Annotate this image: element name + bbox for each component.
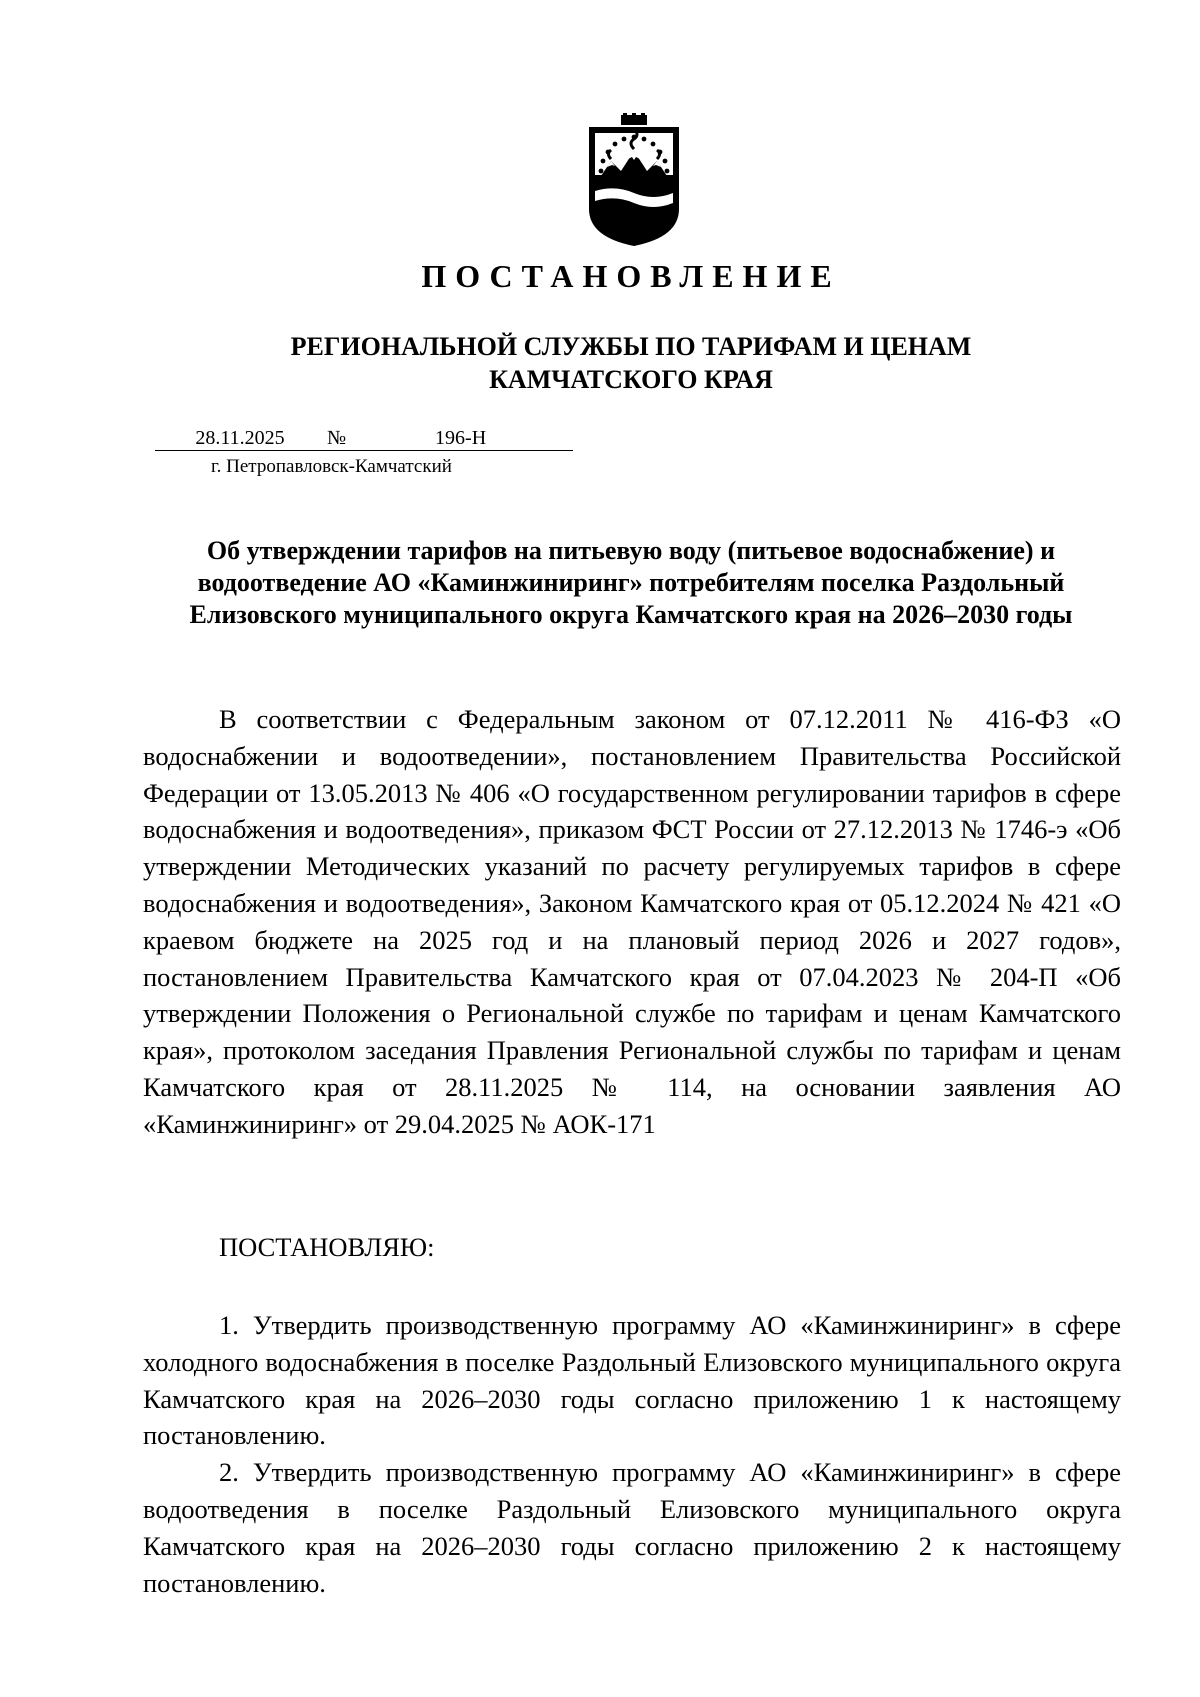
- resolution-item-2: 2. Утвердить производственную программу АО «Каминжиниринг» в сфере водоотведения в поселке Раздольный Елизовского муниципального округа Камчатского края на 2026–2030 годы согласно приложению 2 к настоящему постановлению.: [143, 1457, 1121, 1598]
- document-date: 28.11.2025: [155, 426, 325, 451]
- preamble-block: [143, 701, 1121, 1143]
- issue-city: г. Петропавловск-Камчатский: [211, 456, 452, 477]
- registration-line: [155, 426, 573, 451]
- preamble-paragraph: В соответствии с Федеральным законом от 07.12.2011 № 416-ФЗ «О водоснабжении и водоотведении», постановлением Правительства Российской Федерации от 13.05.2013 № 406 «О государственном регулировании тарифов в сфере водоснабжения и водоотведения», приказом ФСТ России от 27.12.2013 № 1746-э «Об утверждении Методических указаний по расчету регулируемых тарифов в сфере водоснабжения и водоотведения», Законом Камчатского края от 05.12.2024 № 421 «О краевом бюджете на 2025 год и на плановый период 2026 и 2027 годов», постановлением Правительства Камчатского края от 07.04.2023 № 204-П «Об утверждении Положения о Региональной службе по тарифам и ценам Камчатского края», протоколом заседания Правления Региональной службы по тарифам и ценам Камчатского края от 28.11.2025 № 114, на основании заявления АО «Каминжиниринг» от 29.04.2025 № АОК-171: [143, 704, 1121, 1139]
- resolution-item-1: 1. Утвердить производственную программу АО «Каминжиниринг» в сфере холодного водоснабжения в поселке Раздольный Елизовского муниципального округа Камчатского края на 2026–2030 годы согласно приложению 1 к настоящему постановлению.: [143, 1310, 1121, 1451]
- issuing-authority: [0, 330, 1200, 396]
- document-type-heading: ПОСТАНОВЛЕНИЕ: [421, 258, 841, 294]
- document-title: Об утверждении тарифов на питьевую воду (питьевое водоснабжение) и водоотведение АО «Каминжиниринг» потребителям поселка Раздольный Елизовского муниципального округа Камчатского края на 2026–2030 годы: [189, 536, 1073, 629]
- authority-line-1: РЕГИОНАЛЬНОЙ СЛУЖБЫ ПО ТАРИФАМ И ЦЕНАМ: [290, 332, 972, 361]
- resolution-items: [143, 1307, 1121, 1601]
- authority-line-2: КАМЧАТСКОГО КРАЯ: [489, 365, 773, 394]
- resolve-heading: ПОСТАНОВЛЯЮ:: [219, 1232, 435, 1262]
- crown-icon: [621, 113, 647, 125]
- document-number: 196-Н: [348, 426, 573, 451]
- number-sign: №: [327, 427, 347, 449]
- coat-of-arms-emblem: [581, 113, 687, 247]
